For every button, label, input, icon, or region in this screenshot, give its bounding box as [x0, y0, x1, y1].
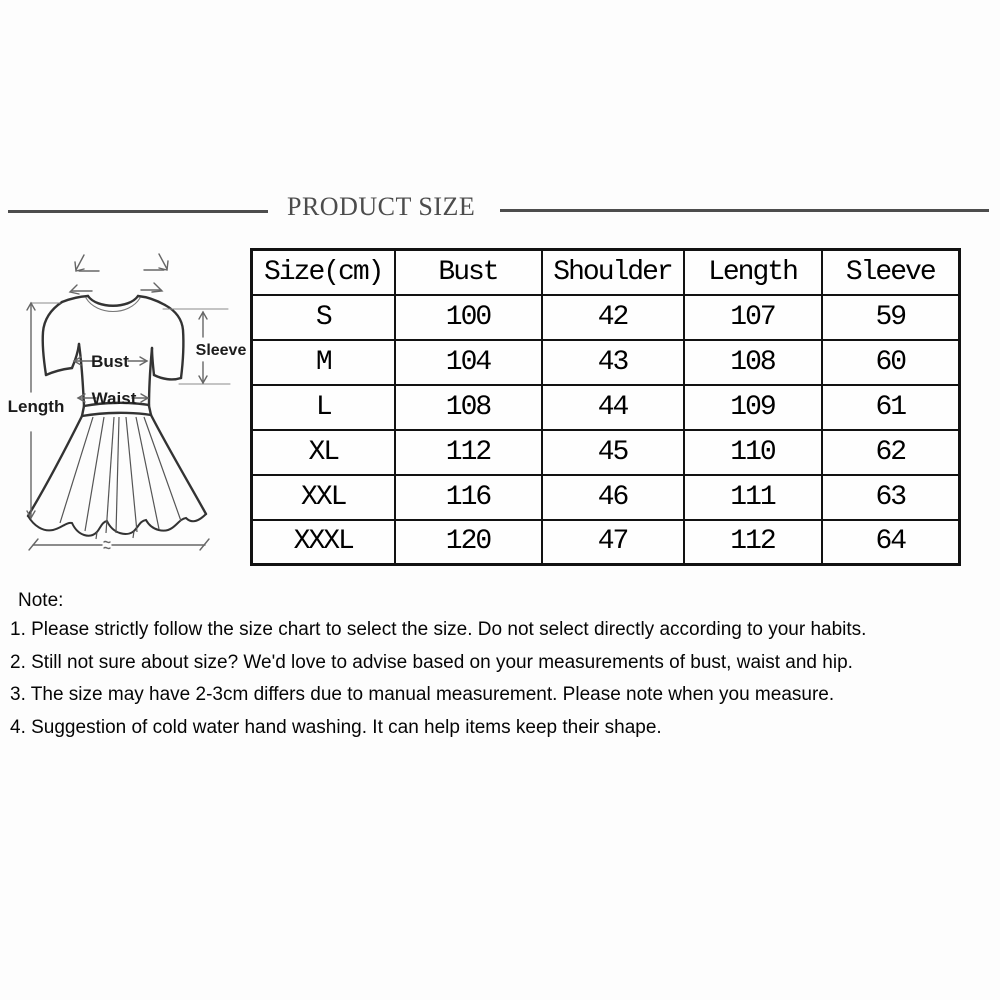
table-header-row — [252, 250, 960, 295]
table-row-xxxl — [252, 520, 960, 565]
table-cell: 59 — [822, 295, 960, 340]
table-cell: XXXL — [252, 520, 395, 565]
table-row-xxl — [252, 475, 960, 520]
column-header-length: Length — [684, 250, 822, 295]
page-title: PRODUCT SIZE — [287, 192, 476, 221]
table-cell: XL — [252, 430, 395, 475]
dress-diagram — [0, 240, 250, 570]
table-cell: 110 — [684, 430, 822, 475]
table-cell: 42 — [542, 295, 684, 340]
table-cell: 108 — [684, 340, 822, 385]
notes-section — [0, 588, 1000, 744]
table-cell: 62 — [822, 430, 960, 475]
dress-sketch — [0, 240, 250, 570]
table-row-xl — [252, 430, 960, 475]
header-line-left — [8, 210, 268, 213]
table-row-s — [252, 295, 960, 340]
table-cell: 100 — [395, 295, 542, 340]
table-cell: 45 — [542, 430, 684, 475]
table-cell: 109 — [684, 385, 822, 430]
table-cell: 43 — [542, 340, 684, 385]
table-cell: 108 — [395, 385, 542, 430]
header-line-right — [500, 209, 989, 212]
length-label: Length — [7, 397, 65, 416]
note-item-4: 4. Suggestion of cold water hand washing. It can help items keep their shape. — [10, 716, 662, 738]
bust-label: Bust — [91, 352, 129, 371]
size-table-container — [250, 248, 961, 566]
table-cell: 44 — [542, 385, 684, 430]
table-cell: 112 — [395, 430, 542, 475]
note-item-1: 1. Please strictly follow the size chart to select the size. Do not select directly according to your habits. — [10, 619, 867, 640]
table-cell: XXL — [252, 475, 395, 520]
sleeve-label: Sleeve — [195, 342, 247, 359]
table-cell: 112 — [684, 520, 822, 565]
column-header-sleeve: Sleeve — [822, 250, 960, 295]
size-table — [250, 248, 961, 566]
table-cell: 61 — [822, 385, 960, 430]
table-row-l — [252, 385, 960, 430]
notes-heading: Note: — [18, 590, 64, 611]
table-cell: 47 — [542, 520, 684, 565]
table-cell: 120 — [395, 520, 542, 565]
table-cell: S — [252, 295, 395, 340]
note-item-2: 2. Still not sure about size? We'd love to advise based on your measurements of bust, waist and hip. — [10, 651, 853, 673]
note-item-3: 3. The size may have 2-3cm differs due to manual measurement. Please note when you measure. — [10, 684, 835, 705]
table-cell: 60 — [822, 340, 960, 385]
table-row-m — [252, 340, 960, 385]
table-cell: 111 — [684, 475, 822, 520]
table-cell: M — [252, 340, 395, 385]
table-cell: 64 — [822, 520, 960, 565]
table-cell: 63 — [822, 475, 960, 520]
table-cell: 46 — [542, 475, 684, 520]
table-cell: 116 — [395, 475, 542, 520]
waist-label: Waist — [91, 389, 137, 408]
column-header-size: Size(cm) — [252, 250, 395, 295]
column-header-shoulder: Shoulder — [542, 250, 684, 295]
column-header-bust: Bust — [395, 250, 542, 295]
table-cell: 107 — [684, 295, 822, 340]
table-cell: L — [252, 385, 395, 430]
table-cell: 104 — [395, 340, 542, 385]
